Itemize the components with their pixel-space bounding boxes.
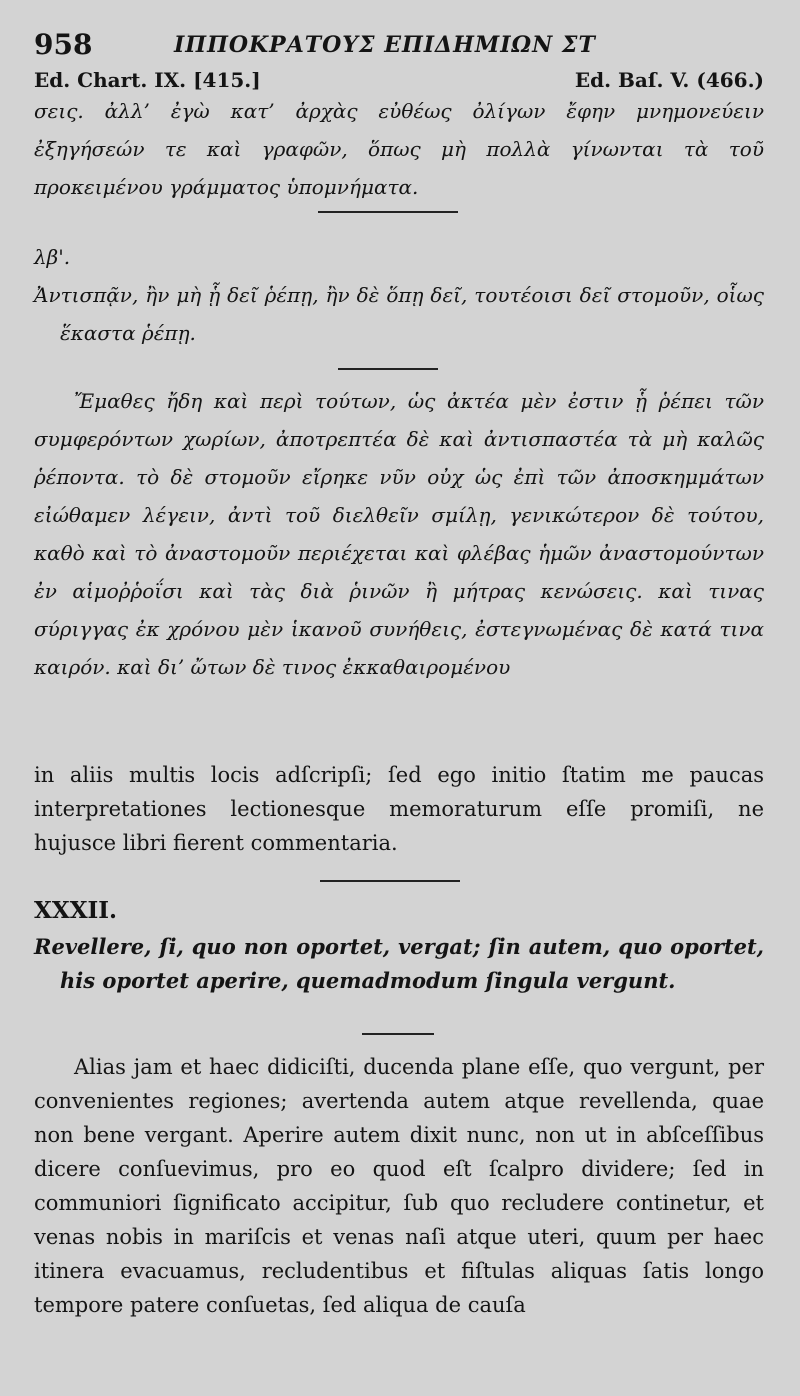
greek-continuation-text: σεις. ἀλλ’ ἐγὼ κατ’ ἀρχὰς εὐθέως ὀλίγων ἔφην μνημονεύειν ἐξηγήσεών τε καὶ γραφῶν, ὅπως μὴ πολλὰ γίνωνται τὰ τοῦ προκειμένου γράμματος ὑπομνήματα. bbox=[34, 99, 764, 199]
greek-lemma-text: Ἀντισπᾷν, ἢν μὴ ᾗ δεῖ ῥέπῃ, ἢν δὲ ὅπῃ δεῖ, τουτέοισι δεῖ στομοῦν, οἷως ἕκαστα ῥέπῃ. bbox=[34, 283, 764, 345]
greek-section-number: λβ'. bbox=[34, 245, 71, 269]
section-divider bbox=[320, 880, 460, 882]
page-number: 958 bbox=[34, 28, 93, 61]
latin-section-heading bbox=[34, 894, 764, 928]
running-title: ΙΠΠΟΚΡΑΤΟΥΣ ΕΠΙΔΗΜΙΩΝ ΣΤ bbox=[174, 32, 596, 58]
lemma-divider bbox=[362, 1033, 434, 1035]
greek-continuation bbox=[34, 92, 764, 206]
edition-basel-reference: Ed. Baſ. V. (466.) bbox=[574, 68, 764, 92]
greek-commentary bbox=[34, 382, 764, 686]
greek-lemma bbox=[34, 276, 764, 352]
section-divider bbox=[318, 211, 458, 213]
latin-preface-text: in aliis multis locis adſcripſi; ſed ego initio ſtatim me paucas interpretationes lectionesque memoraturum eſſe promiſi, ne hujusce libri fierent commentaria. bbox=[34, 763, 764, 855]
edition-chart-reference: Ed. Chart. IX. [415.] bbox=[34, 68, 261, 92]
latin-lemma-text: Revellere, ſi, quo non oportet, vergat; ſin autem, quo oportet, his oportet aperire, quemadmodum ſingula vergunt. bbox=[34, 934, 764, 993]
greek-section-heading bbox=[34, 238, 764, 276]
lemma-divider bbox=[338, 368, 438, 370]
latin-preface bbox=[34, 758, 764, 860]
latin-commentary-text: Alias jam et haec didiciſti, ducenda plane eſſe, quo vergunt, per convenientes regiones; avertenda autem atque revellenda, quae non bene vergant. Aperire autem dixit nunc, non ut in abſceſſibus dicere conſuevimus, pro eo quod eſt ſcalpro dividere; ſed in communiori ſignificato accipitur, ſub quo recludere continetur, et venas nobis in mariſcis et venas naſi atque uteri, quum per haec itinera evacuamus, recludentibus et fiſtulas aliquas ſatis longo tempore patere conſuetas, ſed aliqua de cauſa bbox=[34, 1055, 764, 1317]
latin-lemma bbox=[34, 930, 764, 998]
latin-section-number: XXXII. bbox=[34, 897, 118, 924]
latin-commentary bbox=[34, 1050, 764, 1322]
greek-commentary-text: Ἔμαθες ἤδη καὶ περὶ τούτων, ὡς ἀκτέα μὲν ἐστιν ᾗ ῥέπει τῶν συμφερόντων χωρίων, ἀποτρεπτέα δὲ καὶ ἀντισπαστέα τὰ μὴ καλῶς ῥέποντα. τὸ δὲ στομοῦν εἴρηκε νῦν οὐχ ὡς ἐπὶ τῶν ἀποσκημμάτων εἰώθαμεν λέγειν, ἀντὶ τοῦ διελθεῖν σμίλῃ, γενικώτερον δὲ τούτου, καθὸ καὶ τὸ ἀναστομοῦν περιέχεται καὶ φλέβας ἡμῶν ἀναστομούντων ἐν αἱμοῤῥοΐσι καὶ τὰς διὰ ῥινῶν ἢ μήτρας κενώσεις. καὶ τινας σύριγγας ἐκ χρόνου μὲν ἱκανοῦ συνήθεις, ἐστεγνωμένας δὲ κατά τινα καιρόν. καὶ δι’ ὤτων δὲ τινος ἐκκαθαιρομένου bbox=[34, 389, 764, 679]
page-header bbox=[34, 28, 764, 68]
